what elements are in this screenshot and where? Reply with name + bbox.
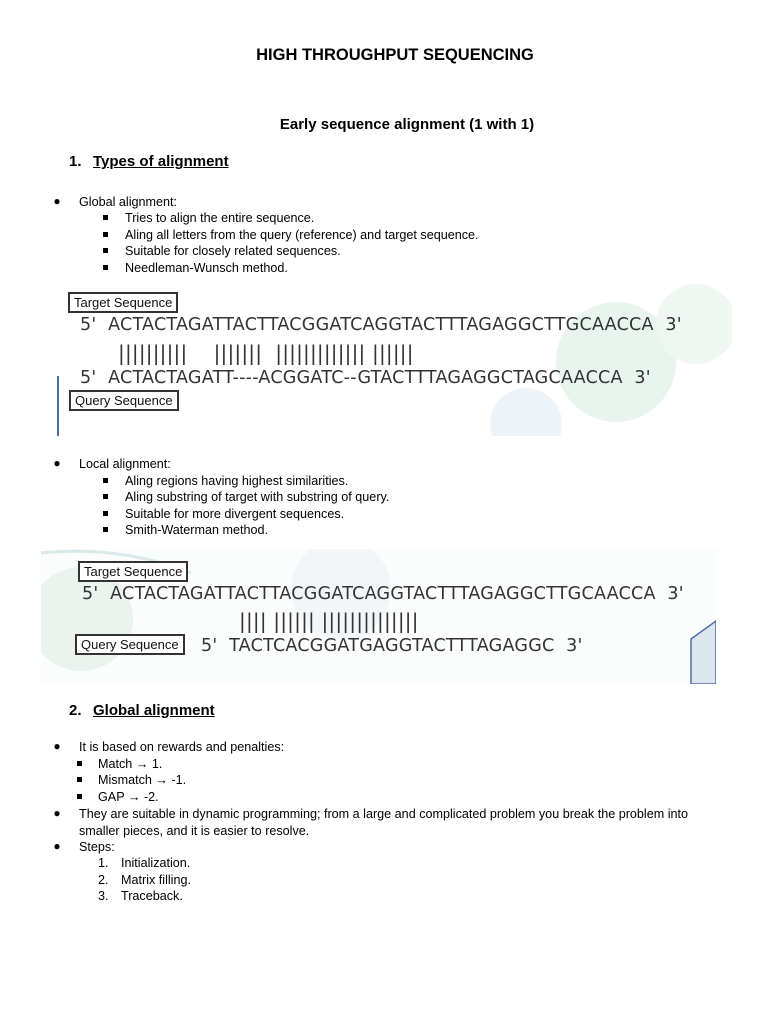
local-item-4: Smith-Waterman method.: [125, 523, 269, 537]
step-3-number: 3.: [98, 889, 109, 903]
step-2-number: 2.: [98, 873, 109, 887]
global-match-bars: |||||||||| ||||||| ||||||||||||| ||||||: [118, 341, 414, 365]
local-query-label: Query Sequence: [75, 634, 185, 655]
global-target-label: Target Sequence: [68, 292, 178, 313]
square-bullet-icon: [77, 761, 82, 766]
section-2-title: Global alignment: [93, 702, 215, 719]
step-3-text: Traceback.: [121, 889, 183, 903]
square-bullet-icon: [103, 248, 108, 253]
dynamic-programming-paragraph: [79, 806, 759, 839]
local-item-2: Aling substring of target with substring of query.: [125, 490, 390, 504]
global-item-1: Tries to align the entire sequence.: [125, 211, 315, 225]
steps-label: Steps:: [79, 840, 115, 854]
global-alignment-label: Global alignment:: [79, 195, 178, 209]
local-target-label: Target Sequence: [78, 561, 188, 582]
score-gap: GAP → -2.: [98, 790, 159, 804]
section-2-number: 2.: [69, 702, 82, 719]
page-subtitle: Early sequence alignment (1 with 1): [279, 116, 535, 133]
square-bullet-icon: [103, 527, 108, 532]
bullet-icon: ●: [53, 456, 61, 470]
section-1-title: Types of alignment: [93, 153, 229, 170]
local-match-bars: |||| |||||| ||||||||||||||: [239, 609, 419, 633]
global-item-2: Aling all letters from the query (reference) and target sequence.: [125, 228, 479, 242]
bullet-icon: ●: [53, 194, 61, 208]
global-item-4: Needleman-Wunsch method.: [125, 261, 288, 275]
section-1-heading: [69, 153, 229, 170]
local-alignment-label: Local alignment:: [79, 457, 171, 471]
local-alignment-figure: [41, 549, 716, 684]
square-bullet-icon: [77, 794, 82, 799]
bullet-icon: ●: [53, 839, 61, 853]
dynamic-programming-line-2: smaller pieces, and it is easier to resolve.: [79, 823, 310, 838]
rewards-paragraph: It is based on rewards and penalties:: [79, 740, 285, 754]
bullet-icon: ●: [53, 739, 61, 753]
global-query-sequence: 5' ACTACTAGATT----ACGGATC--GTACTTTAGAGGCTAGCAACCA 3': [80, 368, 651, 388]
page-title: HIGH THROUGHPUT SEQUENCING: [256, 46, 534, 64]
square-bullet-icon: [103, 215, 108, 220]
score-match: Match → 1.: [98, 757, 163, 771]
global-query-label: Query Sequence: [69, 390, 179, 411]
global-item-3: Suitable for closely related sequences.: [125, 244, 341, 258]
score-mismatch: Mismatch → -1.: [98, 773, 187, 787]
square-bullet-icon: [103, 511, 108, 516]
local-target-sequence: 5' ACTACTAGATTACTTACGGATCAGGTACTTTAGAGGCTTGCAACCA 3': [82, 584, 684, 604]
square-bullet-icon: [103, 478, 108, 483]
step-2-text: Matrix filling.: [121, 873, 191, 887]
section-1-number: 1.: [69, 153, 82, 170]
global-target-sequence: 5' ACTACTAGATTACTTACGGATCAGGTACTTTAGAGGCTTGCAACCA 3': [80, 315, 682, 335]
bullet-icon: ●: [53, 806, 61, 820]
square-bullet-icon: [77, 777, 82, 782]
step-1-number: 1.: [98, 856, 109, 870]
local-item-1: Aling regions having highest similarities.: [125, 474, 349, 488]
square-bullet-icon: [103, 494, 108, 499]
square-bullet-icon: [103, 232, 108, 237]
local-item-3: Suitable for more divergent sequences.: [125, 507, 345, 521]
square-bullet-icon: [103, 265, 108, 270]
step-1-text: Initialization.: [121, 856, 191, 870]
local-query-sequence: 5' TACTCACGGATGAGGTACTTTAGAGGC 3': [201, 636, 583, 656]
global-alignment-figure: [56, 284, 732, 436]
section-2-heading: [69, 702, 215, 719]
dynamic-programming-line-1: They are suitable in dynamic programming; from a large and complicated problem you break the problem into: [79, 807, 689, 821]
